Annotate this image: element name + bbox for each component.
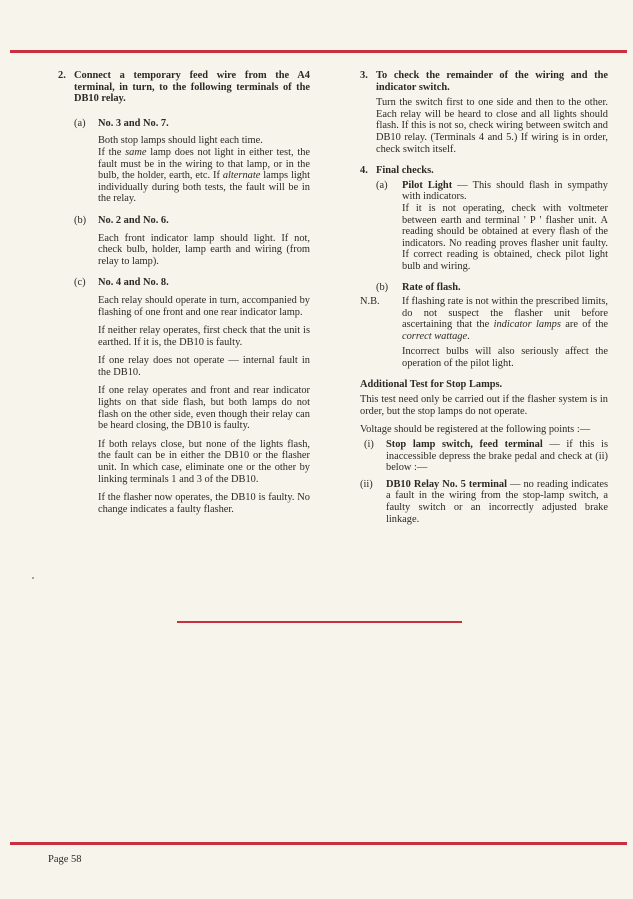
step-4b-label: (b) [376, 281, 389, 293]
step-2b-label: (b) [74, 214, 87, 226]
step-2b [58, 215, 310, 227]
step-2c [58, 277, 310, 289]
nb-note [360, 296, 608, 342]
step-2a [58, 118, 310, 130]
step-2c-label: (c) [74, 277, 86, 289]
step-4-body [360, 180, 608, 293]
step-2 [58, 70, 310, 105]
left-column [58, 70, 310, 515]
step-4a-text-2: If it is not operating, check with voltmeter between earth and terminal ' P ' flasher unit. A reading should be obtained at every flash of the indicators. No reading proves flasher unit faulty. If correct reading is obtained, check pilot light bulb and wiring. [402, 202, 608, 272]
step-3-text: Turn the switch first to one side and then to the other. Each relay will be heard to close and all lights should flash. If this is not so, check wiring between switch and DB10 relay. (Terminals 4 and 5.) If wiring is in order, check switch itself. [376, 97, 608, 155]
additional-test-heading: Additional Test for Stop Lamps. [360, 378, 503, 390]
page-number: Page 58 [48, 854, 82, 865]
step-4a-text: Pilot Light — This should flash in sympathy with indicators. [402, 179, 608, 203]
step-2-heading: Connect a temporary feed wire from the A4 terminal, in turn, to the following terminals of the DB10 relay. [74, 70, 310, 105]
step-2c-title: No. 4 and No. 8. [98, 277, 169, 289]
step-2-number: 2. [58, 70, 66, 81]
step-4b-title: Rate of flash. [402, 281, 461, 293]
step-2c-text-2: If neither relay operates, first check that the unit is earthed. If it is, the DB10 is faulty. [98, 325, 310, 348]
step-3-number: 3. [360, 70, 368, 81]
step-2a-label: (a) [74, 117, 86, 129]
step-3-heading: To check the remainder of the wiring and the indicator switch. [376, 70, 608, 93]
step-2a-body [58, 135, 310, 205]
step-4a-label: (a) [376, 179, 388, 191]
right-column [360, 70, 608, 525]
point-ii-text: DB10 Relay No. 5 terminal — no reading indicates a fault in the wiring from the stop-lamp switch, a faulty switch or an incorrectly adjusted brake linkage. [386, 478, 608, 525]
nb-label: N.B. [360, 296, 380, 308]
step-2b-body [58, 233, 310, 268]
nb-text: If flashing rate is not within the prescribed limits, do not suspect the flasher unit before ascertaining that the indicator lamps are of the correct wattage. [402, 296, 609, 342]
step-2c-text-4: If one relay operates and front and rear indicator lights on that side flash, but both lamps do not flash on the other side, even though their relay can be heard closing, the DB10 is faulty. [98, 385, 310, 432]
step-2c-text-6: If the flasher now operates, the DB10 is faulty. No change indicates a faulty flasher. [98, 492, 310, 515]
print-speck [32, 577, 34, 579]
step-4a-body [376, 203, 608, 273]
step-4a [376, 180, 608, 203]
step-2c-body [58, 295, 310, 516]
step-2c-text-1: Each relay should operate in turn, accompanied by flashing of one front and one rear indicator lamp. [98, 294, 310, 318]
step-4 [360, 165, 608, 177]
nb-body [360, 346, 608, 369]
nb-text-2: Incorrect bulbs will also seriously affect the operation of the pilot light. [402, 346, 608, 370]
step-4-number: 4. [360, 165, 368, 177]
point-i [360, 439, 608, 474]
step-2a-text-1: Both stop lamps should light each time. [98, 135, 263, 147]
step-4-heading: Final checks. [376, 165, 434, 177]
additional-test-text-1: This test need only be carried out if the flasher system is in order, but the stop lamps do not operate. [360, 394, 608, 417]
point-i-label: (i) [364, 439, 374, 451]
point-i-text: Stop lamp switch, feed terminal — if this is inaccessible depress the brake pedal and check at (ii) below :— [386, 439, 608, 474]
step-2c-text-3: If one relay does not operate — internal fault in the DB10. [98, 355, 310, 378]
middle-red-rule [177, 621, 462, 623]
step-2b-title: No. 2 and No. 6. [98, 214, 169, 226]
point-ii-label: (ii) [360, 478, 373, 490]
bottom-red-rule [10, 842, 627, 845]
step-3-body [360, 97, 608, 155]
additional-test-text-2: Voltage should be registered at the following points :— [360, 424, 591, 436]
top-red-rule [10, 50, 627, 53]
step-2c-text-5: If both relays close, but none of the lights flash, the fault can be in either the DB10 or the flasher unit. In which case, eliminate one or the other by linking terminals 1 and 3 of the DB10. [98, 438, 310, 485]
step-2b-text-1: Each front indicator lamp should light. If not, check bulb, holder, lamp earth and wiring (from relay to lamp). [98, 232, 310, 267]
step-2a-title: No. 3 and No. 7. [98, 117, 169, 129]
step-3 [360, 70, 608, 93]
point-ii [360, 479, 608, 525]
step-4b [376, 282, 608, 294]
step-2a-text-2: If the same lamp does not light in either test, the fault must be in the wiring to that lamp, or in the bulb, the holder, earth, etc. If alternate lamps light individually during both tests, the fault will be in the relay. [98, 146, 311, 205]
